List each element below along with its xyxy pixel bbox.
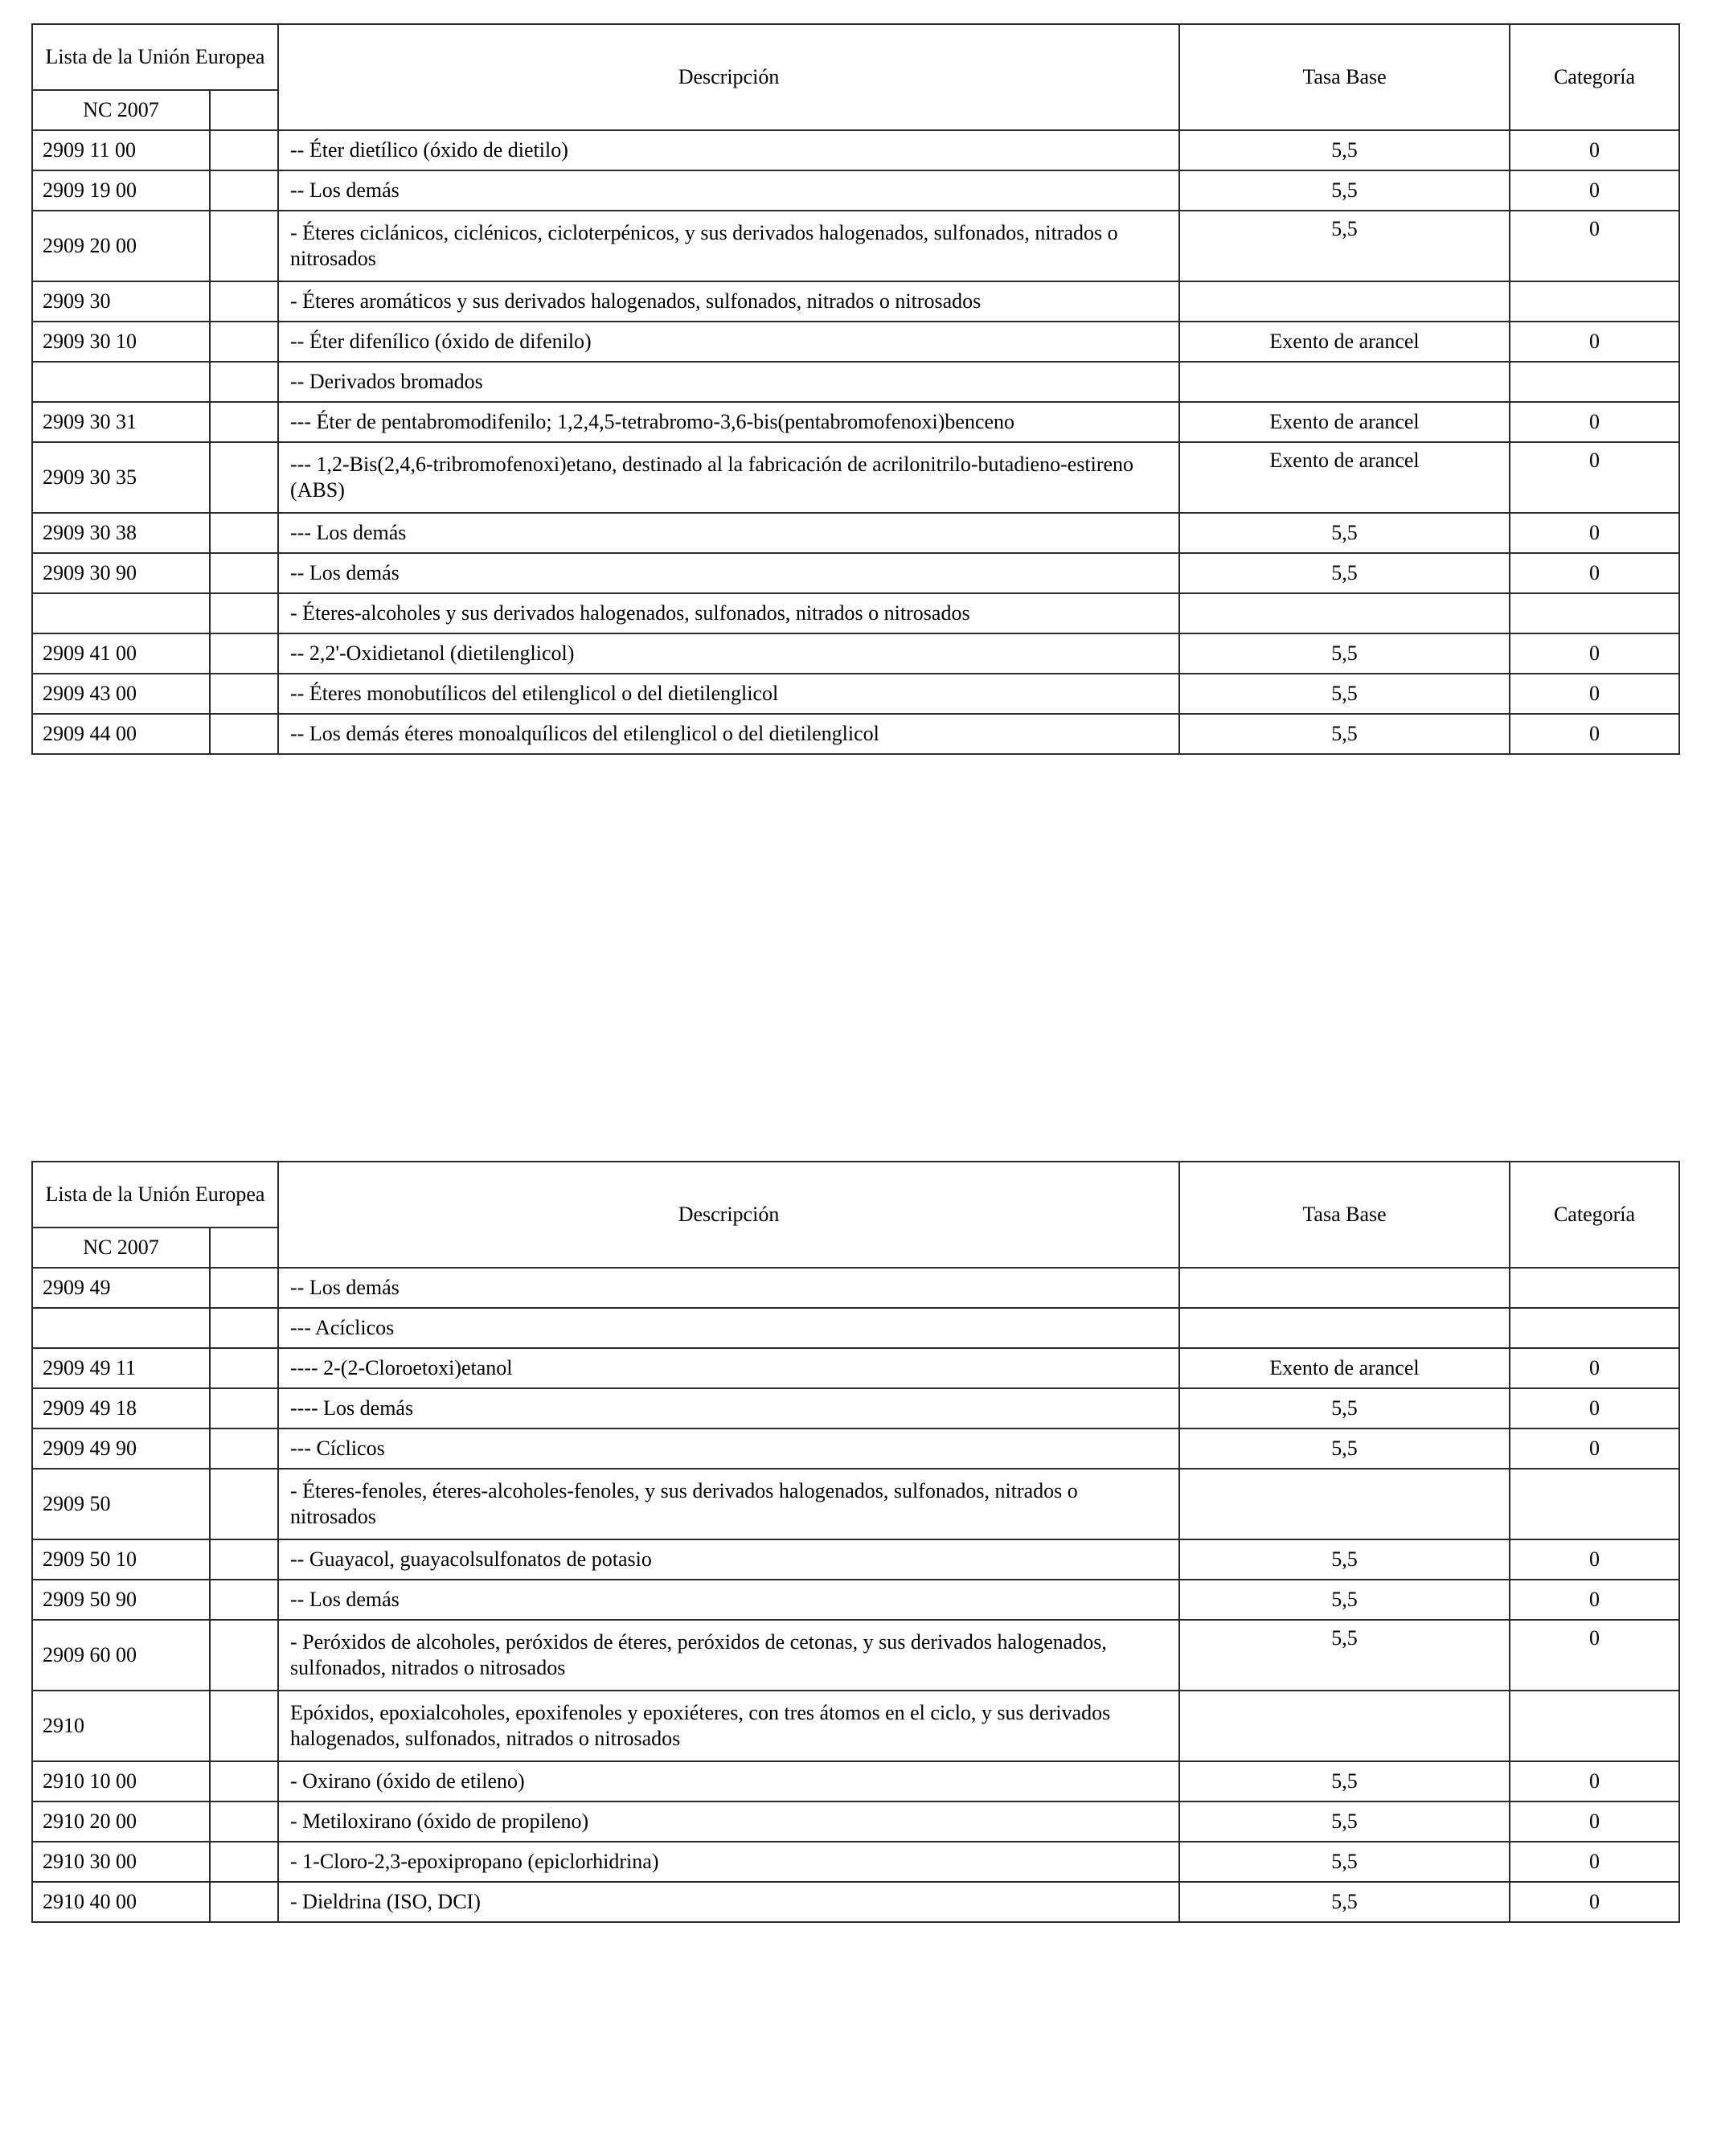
blank-cell [210,1842,278,1882]
description-cell: ---- Los demás [278,1388,1179,1428]
table-row [32,362,1679,402]
base-rate-cell: 5,5 [1179,1580,1510,1620]
nc-code-cell: 2909 19 00 [32,170,210,211]
nc-code-cell [32,362,210,402]
table-row [32,130,1679,170]
table-row [32,1580,1679,1620]
nc-code-cell: 2909 44 00 [32,714,210,754]
header-category: Categoría [1510,1162,1679,1268]
nc-code-cell: 2910 40 00 [32,1882,210,1922]
blank-cell [210,1620,278,1691]
nc-code-cell: 2909 20 00 [32,211,210,281]
description-cell: - Oxirano (óxido de etileno) [278,1761,1179,1801]
header-blank-cell [210,1228,278,1268]
base-rate-cell: 5,5 [1179,1539,1510,1580]
blank-cell [210,1308,278,1348]
table-body [32,130,1679,754]
category-cell: 0 [1510,1348,1679,1388]
category-cell: 0 [1510,1388,1679,1428]
base-rate-cell [1179,281,1510,322]
table-row [32,1801,1679,1842]
nc-code-cell: 2909 49 18 [32,1388,210,1428]
blank-cell [210,1761,278,1801]
table-row [32,1539,1679,1580]
description-cell: -- Los demás [278,170,1179,211]
base-rate-cell [1179,1268,1510,1308]
table-row [32,442,1679,513]
description-cell: --- Los demás [278,513,1179,553]
blank-cell [210,593,278,633]
blank-cell [210,714,278,754]
category-cell: 0 [1510,1801,1679,1842]
blank-cell [210,442,278,513]
nc-code-cell: 2910 30 00 [32,1842,210,1882]
blank-cell [210,633,278,674]
category-cell [1510,281,1679,322]
blank-cell [210,130,278,170]
nc-code-cell [32,593,210,633]
base-rate-cell: Exento de arancel [1179,322,1510,362]
tariff-table-1 [31,23,1680,755]
header-base-rate: Tasa Base [1179,1162,1510,1268]
category-cell [1510,593,1679,633]
table-row [32,322,1679,362]
category-cell: 0 [1510,322,1679,362]
header-description: Descripción [278,1162,1179,1268]
category-cell [1510,1469,1679,1539]
nc-code-cell: 2909 30 38 [32,513,210,553]
tariff-table-2 [31,1161,1680,1923]
description-cell: ---- 2-(2-Cloroetoxi)etanol [278,1348,1179,1388]
category-cell: 0 [1510,714,1679,754]
base-rate-cell: 5,5 [1179,633,1510,674]
category-cell: 0 [1510,170,1679,211]
description-cell: Epóxidos, epoxialcoholes, epoxifenoles y epoxiéteres, con tres átomos en el ciclo, y sus derivados halogenados, sulfonados, nitrados o nitrosados [278,1691,1179,1761]
base-rate-cell: 5,5 [1179,1761,1510,1801]
base-rate-cell: 5,5 [1179,1882,1510,1922]
base-rate-cell: 5,5 [1179,553,1510,593]
description-cell: --- Cíclicos [278,1428,1179,1469]
base-rate-cell: 5,5 [1179,130,1510,170]
blank-cell [210,1539,278,1580]
description-cell: - Éteres ciclánicos, ciclénicos, cicloterpénicos, y sus derivados halogenados, sulfonados, nitrados o nitrosados [278,211,1179,281]
base-rate-cell: 5,5 [1179,1388,1510,1428]
blank-cell [210,322,278,362]
nc-code-cell: 2909 50 10 [32,1539,210,1580]
nc-code-cell: 2909 49 11 [32,1348,210,1388]
category-cell: 0 [1510,1620,1679,1691]
description-cell: -- Los demás éteres monoalquílicos del etilenglicol o del dietilenglicol [278,714,1179,754]
base-rate-cell: 5,5 [1179,513,1510,553]
blank-cell [210,211,278,281]
nc-code-cell: 2909 41 00 [32,633,210,674]
header-eu-list: Lista de la Unión Europea [32,1162,278,1228]
description-cell: - Dieldrina (ISO, DCI) [278,1882,1179,1922]
description-cell: - Éteres-fenoles, éteres-alcoholes-fenoles, y sus derivados halogenados, sulfonados, nitrados o nitrosados [278,1469,1179,1539]
table-row [32,1308,1679,1348]
base-rate-cell: 5,5 [1179,674,1510,714]
blank-cell [210,513,278,553]
base-rate-cell: 5,5 [1179,1842,1510,1882]
nc-code-cell: 2909 60 00 [32,1620,210,1691]
table-row [32,281,1679,322]
category-cell: 0 [1510,1842,1679,1882]
description-cell: -- Derivados bromados [278,362,1179,402]
description-cell: -- Éteres monobutílicos del etilenglicol o del dietilenglicol [278,674,1179,714]
header-nc-2007: NC 2007 [32,1228,210,1268]
description-cell: -- Los demás [278,553,1179,593]
table-row [32,211,1679,281]
table-row [32,1469,1679,1539]
category-cell: 0 [1510,553,1679,593]
nc-code-cell: 2909 49 90 [32,1428,210,1469]
blank-cell [210,1580,278,1620]
header-description: Descripción [278,24,1179,130]
table-row [32,1761,1679,1801]
category-cell: 0 [1510,1761,1679,1801]
base-rate-cell: Exento de arancel [1179,442,1510,513]
header-base-rate: Tasa Base [1179,24,1510,130]
blank-cell [210,362,278,402]
category-cell: 0 [1510,402,1679,442]
nc-code-cell: 2910 [32,1691,210,1761]
nc-code-cell: 2909 30 [32,281,210,322]
header-blank-cell [210,90,278,130]
base-rate-cell [1179,1308,1510,1348]
table-row [32,1348,1679,1388]
blank-cell [210,1388,278,1428]
base-rate-cell: Exento de arancel [1179,402,1510,442]
table-row [32,633,1679,674]
category-cell: 0 [1510,1882,1679,1922]
table-row [32,1882,1679,1922]
blank-cell [210,553,278,593]
table-row [32,1691,1679,1761]
nc-code-cell: 2909 11 00 [32,130,210,170]
base-rate-cell: 5,5 [1179,714,1510,754]
nc-code-cell [32,1308,210,1348]
blank-cell [210,170,278,211]
category-cell: 0 [1510,513,1679,553]
category-cell: 0 [1510,1539,1679,1580]
base-rate-cell: 5,5 [1179,1428,1510,1469]
table-body [32,1268,1679,1922]
blank-cell [210,1348,278,1388]
category-cell [1510,362,1679,402]
blank-cell [210,281,278,322]
table-row [32,1428,1679,1469]
description-cell: -- Éter dietílico (óxido de dietilo) [278,130,1179,170]
nc-code-cell: 2909 30 35 [32,442,210,513]
nc-code-cell: 2909 50 [32,1469,210,1539]
description-cell: - Metiloxirano (óxido de propileno) [278,1801,1179,1842]
description-cell: - 1-Cloro-2,3-epoxipropano (epiclorhidrina) [278,1842,1179,1882]
description-cell: --- Acíclicos [278,1308,1179,1348]
description-cell: --- 1,2-Bis(2,4,6-tribromofenoxi)etano, destinado al la fabricación de acrilonitrilo-butadieno-estireno (ABS) [278,442,1179,513]
blank-cell [210,674,278,714]
blank-cell [210,1691,278,1761]
header-eu-list: Lista de la Unión Europea [32,24,278,90]
header-category: Categoría [1510,24,1679,130]
base-rate-cell: 5,5 [1179,1801,1510,1842]
table-row [32,1268,1679,1308]
description-cell: - Éteres aromáticos y sus derivados halogenados, sulfonados, nitrados o nitrosados [278,281,1179,322]
description-cell: -- 2,2'-Oxidietanol (dietilenglicol) [278,633,1179,674]
blank-cell [210,402,278,442]
base-rate-cell: Exento de arancel [1179,1348,1510,1388]
base-rate-cell: 5,5 [1179,1620,1510,1691]
base-rate-cell [1179,1691,1510,1761]
table-row [32,170,1679,211]
description-cell: - Éteres-alcoholes y sus derivados halogenados, sulfonados, nitrados o nitrosados [278,593,1179,633]
blank-cell [210,1268,278,1308]
category-cell: 0 [1510,633,1679,674]
blank-cell [210,1469,278,1539]
blank-cell [210,1428,278,1469]
table-row [32,714,1679,754]
table-row [32,1842,1679,1882]
nc-code-cell: 2909 50 90 [32,1580,210,1620]
category-cell: 0 [1510,1428,1679,1469]
nc-code-cell: 2909 43 00 [32,674,210,714]
base-rate-cell [1179,362,1510,402]
table-row [32,593,1679,633]
table-row [32,1388,1679,1428]
category-cell: 0 [1510,674,1679,714]
category-cell: 0 [1510,1580,1679,1620]
description-cell: -- Éter difenílico (óxido de difenilo) [278,322,1179,362]
description-cell: -- Guayacol, guayacolsulfonatos de potasio [278,1539,1179,1580]
nc-code-cell: 2909 30 31 [32,402,210,442]
description-cell: --- Éter de pentabromodifenilo; 1,2,4,5-tetrabromo-3,6-bis(pentabromofenoxi)benceno [278,402,1179,442]
category-cell [1510,1691,1679,1761]
table-row [32,402,1679,442]
base-rate-cell: 5,5 [1179,211,1510,281]
category-cell: 0 [1510,130,1679,170]
header-nc-2007: NC 2007 [32,90,210,130]
category-cell [1510,1268,1679,1308]
nc-code-cell: 2910 10 00 [32,1761,210,1801]
table-row [32,513,1679,553]
nc-code-cell: 2909 30 90 [32,553,210,593]
base-rate-cell: 5,5 [1179,170,1510,211]
base-rate-cell [1179,593,1510,633]
base-rate-cell [1179,1469,1510,1539]
description-cell: -- Los demás [278,1580,1179,1620]
table-row [32,674,1679,714]
nc-code-cell: 2910 20 00 [32,1801,210,1842]
description-cell: - Peróxidos de alcoholes, peróxidos de éteres, peróxidos de cetonas, y sus derivados halogenados, sulfonados, nitrados o nitrosados [278,1620,1179,1691]
category-cell [1510,1308,1679,1348]
table-row [32,1620,1679,1691]
blank-cell [210,1801,278,1842]
blank-cell [210,1882,278,1922]
category-cell: 0 [1510,211,1679,281]
table-row [32,553,1679,593]
nc-code-cell: 2909 49 [32,1268,210,1308]
nc-code-cell: 2909 30 10 [32,322,210,362]
description-cell: -- Los demás [278,1268,1179,1308]
category-cell: 0 [1510,442,1679,513]
